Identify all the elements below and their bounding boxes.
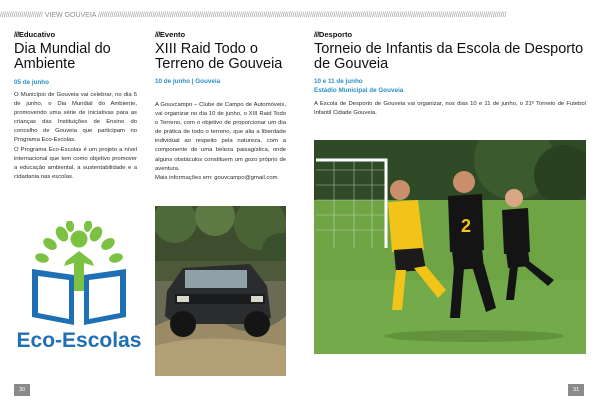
category-label: ///Evento bbox=[155, 30, 186, 39]
paragraph: A Gouvcampo – Clube de Campo de Automóveis, vai organizar no dia 10 de junho, o XIII Raid Todo o Terreno, com o objetivo de proporcionar um dia de prática de todo o terreno, que alia a liberdade individual ao respeito pela natureza, com a componente de uma beleza paisagística, onde alguns obstáculos constituem um gozo próprio de aventura. bbox=[155, 102, 286, 172]
article-educativo bbox=[14, 30, 137, 182]
article-title: XIII Raid Todo o Terreno de Gouveia bbox=[155, 41, 283, 72]
logo-wordmark: Eco-Escolas bbox=[16, 329, 142, 352]
youth-football-photo bbox=[314, 140, 586, 354]
page-number-left: 30 bbox=[14, 384, 30, 396]
article-date: 05 de junho bbox=[14, 79, 49, 86]
article-title: Torneio de Infantis da Escola de Desporto de Gouveia bbox=[314, 41, 584, 72]
paragraph: O Município de Gouveia vai celebrar, no dia 5 de junho, o Dia Mundial do Ambiente, promovendo uma série de iniciativas para as crianças das Instituições de Ensino do concelho de Gouveia que participam no Programa Eco-Escolas. bbox=[14, 92, 137, 144]
article-date: 10 de junho | Gouveia bbox=[155, 78, 221, 85]
page-number-right: 31 bbox=[568, 384, 584, 396]
svg-text:2: 2 bbox=[460, 216, 472, 236]
eco-escolas-logo bbox=[14, 221, 144, 355]
article-venue: Estádio Municipal de Gouveia bbox=[314, 87, 404, 94]
article-desporto bbox=[314, 30, 586, 118]
header-band: ////////////////////// VIEW GOUVEIA ////////////////////////////////////////////////////////////////////////////////////////////////////////////////////////////////////////////////////////////////////////////////////////////////////////////////// bbox=[0, 12, 507, 19]
article-body bbox=[314, 100, 586, 118]
article-date: 10 e 11 de junho bbox=[314, 78, 363, 85]
category-label: ///Educativo bbox=[14, 30, 56, 39]
article-title: Dia Mundial do Ambiente bbox=[14, 41, 111, 72]
paragraph: O Programa Eco-Escolas é um projeto a nível internacional que tem como objetivo promover a educação ambiental, a sustentabilidade e a cidadania nas escolas. bbox=[14, 146, 137, 180]
paragraph: A Escola de Desporto de Gouveia vai organizar, nos dias 10 e 11 de junho, o 21º Torneio de Futebol Infantil Cidade Gouveia. bbox=[314, 101, 586, 117]
article-evento bbox=[155, 30, 286, 183]
paragraph: Mais informações em: gouvcampo@gmail.com bbox=[155, 174, 278, 181]
article-body bbox=[155, 101, 286, 183]
category-label: ///Desporto bbox=[314, 30, 353, 39]
article-body bbox=[14, 91, 137, 182]
offroad-vehicle-photo bbox=[155, 206, 286, 376]
